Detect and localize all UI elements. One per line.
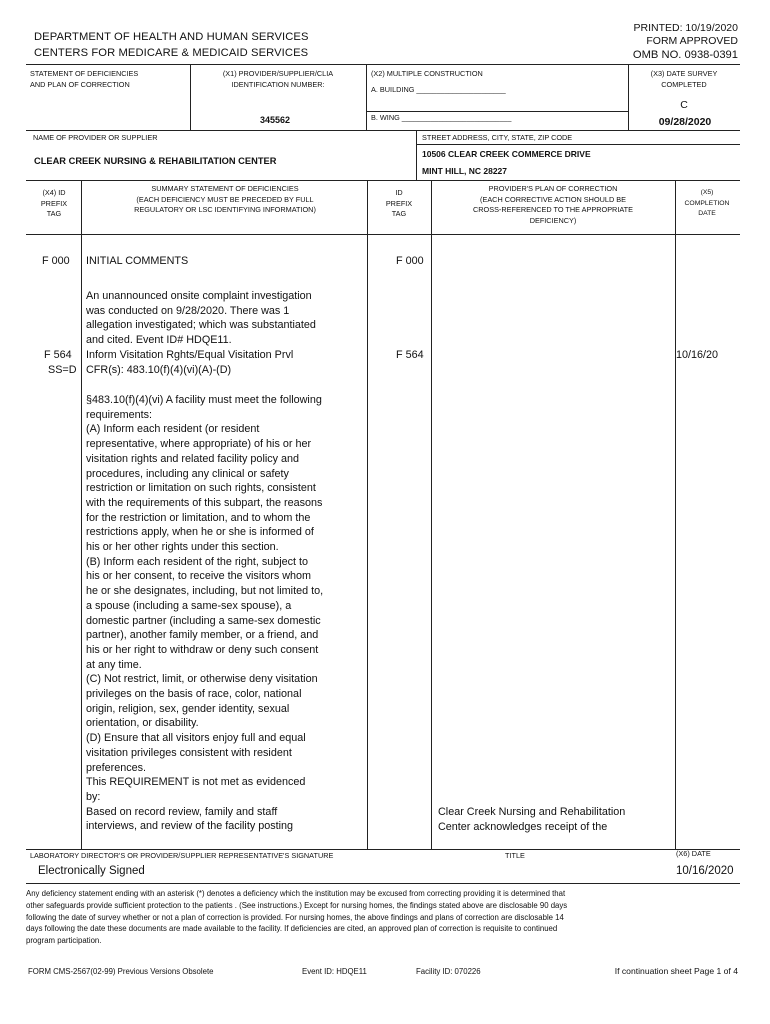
f000-text: An unannounced onsite complaint investigation was conducted on 9/28/2020. There was 1 allegation investigated; which was substantiated and cited. Event ID# HDQE11. bbox=[86, 290, 316, 347]
x3-label: (X3) DATE SURVEY COMPLETED bbox=[650, 69, 718, 89]
rule-address-label bbox=[416, 144, 740, 145]
f564-title: Inform Visitation Rghts/Equal Visitation Prvl bbox=[86, 349, 294, 361]
title-label: TITLE bbox=[505, 851, 525, 860]
address-label: STREET ADDRESS, CITY, STATE, ZIP CODE bbox=[422, 133, 573, 142]
x2-label: (X2) MULTIPLE CONSTRUCTION bbox=[371, 69, 483, 78]
rule-wing bbox=[366, 111, 628, 112]
x5-header: (X5) COMPLETION DATE bbox=[684, 189, 730, 217]
building-line: A. BUILDING ______________________ bbox=[371, 85, 506, 94]
rule-signature-bottom bbox=[26, 883, 740, 884]
x1-value: 345562 bbox=[260, 115, 291, 125]
signature-label: LABORATORY DIRECTOR'S OR PROVIDER/SUPPLIER REPRESENTATIVE'S SIGNATURE bbox=[30, 851, 334, 860]
provider-name-label: NAME OF PROVIDER OR SUPPLIER bbox=[33, 133, 158, 142]
rule-top bbox=[26, 64, 740, 65]
rule-provider-bottom bbox=[26, 180, 740, 181]
summary-header: SUMMARY STATEMENT OF DEFICIENCIES (EACH DEFICIENCY MUST BE PRECEDED BY FULL REGULATORY OR LSC IDENTIFYING INFORMATION) bbox=[134, 184, 316, 214]
rule-x2-left bbox=[366, 64, 367, 130]
plan-header: PROVIDER'S PLAN OF CORRECTION (EACH CORRECTIVE ACTION SHOULD BE CROSS-REFERENCED TO THE APPROPRIATE DEFICIENCY) bbox=[472, 184, 634, 225]
rule-col-x4 bbox=[81, 180, 82, 849]
signature-value: Electronically Signed bbox=[38, 865, 145, 877]
facility-id: Facility ID: 070226 bbox=[416, 967, 481, 976]
event-id: Event ID: HDQE11 bbox=[302, 967, 367, 976]
x3-date: 09/28/2020 bbox=[658, 116, 712, 128]
f564-tag: F 564 bbox=[44, 349, 72, 361]
printed-date: PRINTED: 10/19/2020 bbox=[633, 22, 738, 34]
disclaimer: Any deficiency statement ending with an asterisk (*) denotes a deficiency which the institution may be excused from correcting providing it is determined that other safeguards provide sufficient protection to the patients . (See instructions.) Except for nursing homes, the findings stated above are disclosable 90 days following the date of survey whether or not a plan of correction is provided. For nursing homes, the above findings and plans of correction are disclosable 14 days following the date these documents are made available to the facility. If deficiencies are cited, an approved plan of correction is requisite to continued program participation. bbox=[26, 889, 568, 946]
signature-date: 10/16/2020 bbox=[676, 865, 734, 877]
f000-title: INITIAL COMMENTS bbox=[86, 255, 189, 267]
f564-id: F 564 bbox=[396, 349, 424, 361]
rule-box1-bottom bbox=[26, 130, 740, 131]
f564-text: §483.10(f)(4)(vi) A facility must meet the following requirements: (A) Inform each resident (or resident representative, where appropriate) of his or her visitation rights and related facility policy and procedures, including any clinical or safety restriction or limitation on such rights, consistent with the requirements of this subpart, the reasons for the restriction or limitation, and to whom the restrictions apply, when he or she is informed of his or her other rights under this section. (B) Inform each resident of the right, subject to his or her consent, to receive the visitors whom he or she designates, including, but not limited to, a spouse (including a same-sex spouse), a domestic partner (including a same-sex domestic partner), another family member, or a friend, and his or her right to withdraw or deny such consent at any time. (C) Not restrict, limit, or otherwise deny visitation privileges on the basis of race, color, national origin, religion, sex, gender identity, sexual orientation, or disability. (D) Ensure that all visitors enjoy full and equal visitation privileges consistent with resident preferences. This REQUIREMENT is not met as evidenced by: Based on record review, family and staff interviews, and review of the facility posting bbox=[86, 394, 324, 833]
f000-tag: F 000 bbox=[42, 255, 70, 267]
wing-line: B. WING ___________________________ bbox=[371, 113, 512, 122]
rule-columns-bottom bbox=[26, 234, 740, 235]
street-address: 10506 CLEAR CREEK COMMERCE DRIVE bbox=[422, 149, 591, 159]
rule-col-plan bbox=[675, 180, 676, 849]
f564-cfr: CFR(s): 483.10(f)(4)(vi)(A)-(D) bbox=[86, 364, 232, 376]
rule-x1-left bbox=[190, 64, 191, 130]
rule-col-summary bbox=[367, 180, 368, 849]
f564-severity: SS=D bbox=[48, 364, 77, 376]
rule-col-id bbox=[431, 180, 432, 849]
f564-completion-date: 10/16/20 bbox=[676, 349, 719, 361]
plan-text: Clear Creek Nursing and Rehabilitation Center acknowledges receipt of the bbox=[438, 806, 626, 833]
x6-label: (X6) DATE bbox=[676, 849, 711, 858]
form-approved: FORM APPROVED bbox=[646, 35, 738, 47]
f000-id: F 000 bbox=[396, 255, 424, 267]
agency-title: CENTERS FOR MEDICARE & MEDICAID SERVICES bbox=[34, 47, 309, 59]
form-number: FORM CMS-2567(02-99) Previous Versions Obsolete bbox=[28, 967, 214, 976]
statement-label: STATEMENT OF DEFICIENCIES AND PLAN OF CORRECTION bbox=[30, 69, 139, 89]
rule-address-left bbox=[416, 130, 417, 180]
department-title: DEPARTMENT OF HEALTH AND HUMAN SERVICES bbox=[34, 31, 309, 43]
rule-x3-left bbox=[628, 64, 629, 130]
id-header: ID PREFIX TAG bbox=[385, 188, 413, 218]
omb-number: OMB NO. 0938-0391 bbox=[632, 49, 738, 61]
page-number: If continuation sheet Page 1 of 4 bbox=[614, 966, 738, 976]
x1-label: (X1) PROVIDER/SUPPLIER/CLIA IDENTIFICATION NUMBER: bbox=[222, 69, 334, 89]
x4-header: (X4) ID PREFIX TAG bbox=[40, 188, 68, 218]
rule-signature-top bbox=[26, 849, 740, 850]
provider-name: CLEAR CREEK NURSING & REHABILITATION CENTER bbox=[34, 156, 277, 166]
city-state-zip: MINT HILL, NC 28227 bbox=[422, 166, 508, 176]
x3-letter: C bbox=[680, 99, 688, 111]
